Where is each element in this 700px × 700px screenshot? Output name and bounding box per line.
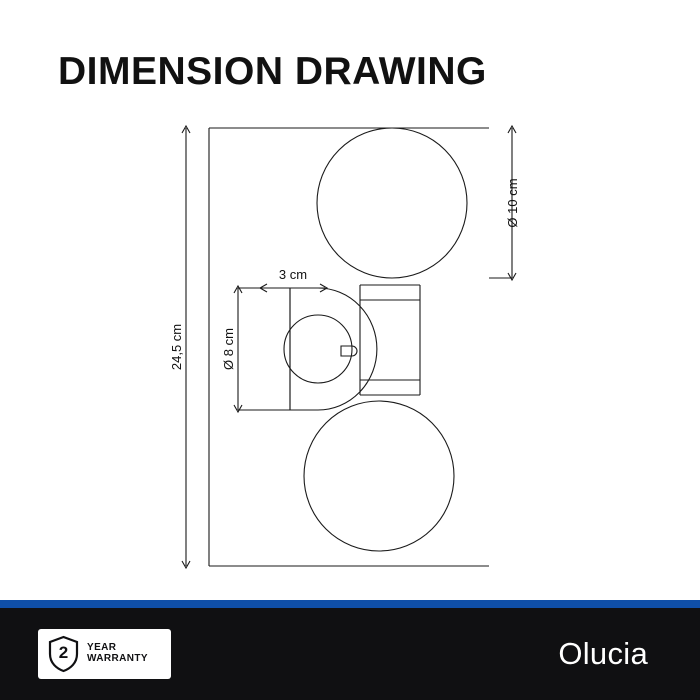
- upper-globe: [317, 128, 467, 278]
- globe-diameter-label: Ø 10 cm: [505, 178, 520, 228]
- backplate-diameter-label: Ø 8 cm: [221, 328, 236, 370]
- warranty-text: [87, 643, 148, 665]
- footer-bar: [0, 608, 700, 700]
- lower-globe: [304, 401, 454, 551]
- shield-icon: [47, 635, 80, 673]
- projection-label: 3 cm: [278, 267, 308, 282]
- height-label: 24,5 cm: [169, 323, 184, 371]
- page-title: DIMENSION DRAWING: [58, 50, 487, 93]
- warranty-badge: [38, 629, 171, 679]
- warranty-line-2: WARRANTY: [87, 653, 148, 664]
- brand-logo: Olucia: [558, 636, 648, 671]
- lamp-hub: [284, 315, 352, 383]
- lower-arm: [360, 349, 420, 395]
- footer-accent-bar: [0, 600, 700, 608]
- wall-plate: [290, 288, 377, 410]
- lamp-switch-nub: [341, 346, 357, 356]
- warranty-line-1: YEAR: [87, 642, 117, 654]
- upper-arm: [360, 285, 420, 349]
- warranty-number: 2: [58, 643, 69, 662]
